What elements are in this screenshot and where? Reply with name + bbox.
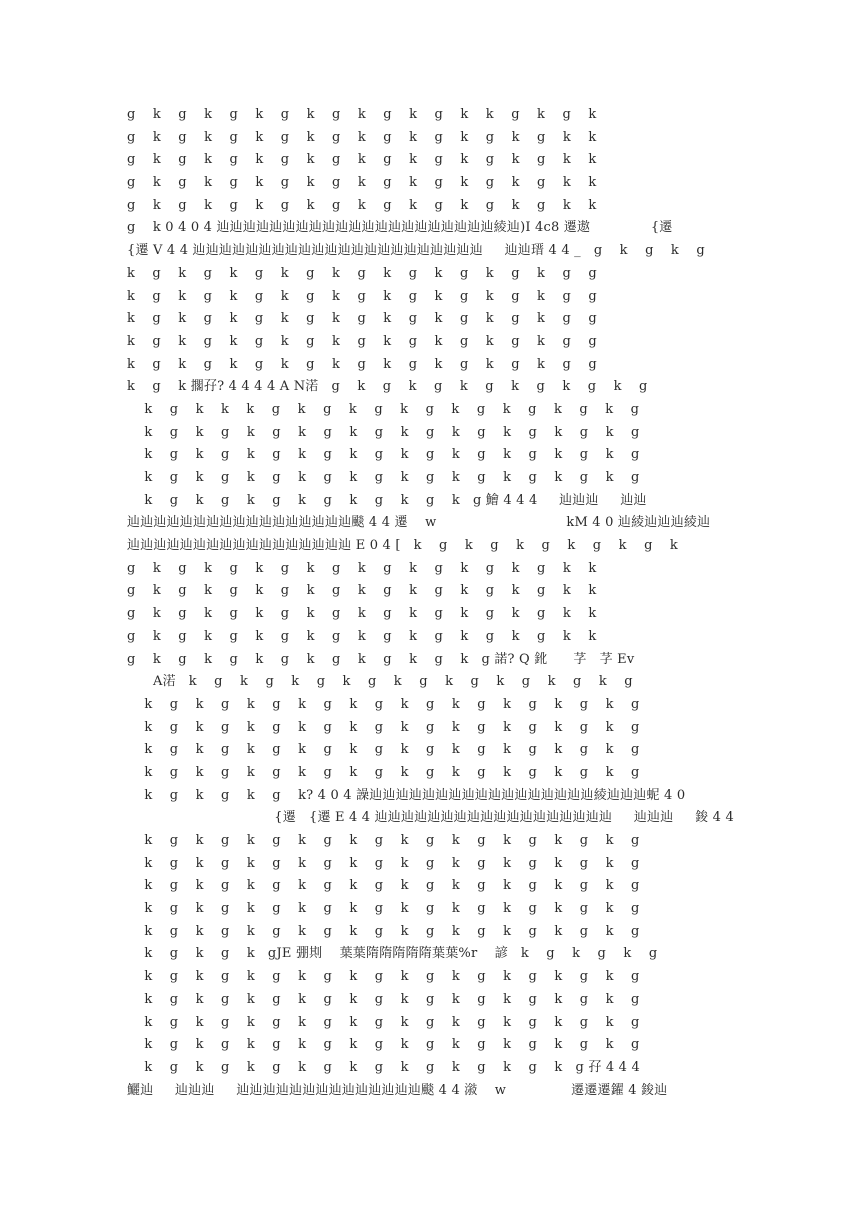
text-line: k g k g k g k g k g k g k g k g k g g (127, 265, 597, 281)
text-line: k g k g k g k g k g k g k g k g k g k g (127, 470, 640, 485)
text-line: k g k g k g k g k g k g k g k g k g g (127, 333, 597, 349)
text-line: k g k g k g k g k g k g k g k g k g k g (127, 878, 640, 894)
text-line: k g k g k g k g k g k g k g k g k g k g (127, 901, 640, 917)
text-line: g k g k g k g k g k g k g k k g k g k (127, 107, 597, 122)
text-line: k g k k k g k g k g k g k g k g k g k g (127, 401, 640, 417)
text-line: g k g k g k g k g k g k g k g k g k k (127, 560, 597, 576)
text-line: k g k g k g k g k g k g k g k g k g k g (127, 855, 640, 871)
text-line: A渃 k g k g k g k g k g k g k g k g k g (127, 674, 633, 690)
text-line: k g k g k g k g k g k g k g k g k g k g (127, 696, 640, 712)
text-line: k g k g k g k? 4 0 4 譟辿辿辿辿辿辿辿辿辿辿辿辿辿辿辿辿辿綾辿辿辿蚭 4 0 (127, 787, 686, 803)
text-line: g k g k g k g k g k g k g k g k g k k (127, 175, 597, 191)
text-line: g k g k g k g k g k g k g k g k g k k (127, 583, 597, 599)
text-line: {遷 V 4 4 辿辿辿辿辿辿辿辿辿辿辿辿辿辿辿辿辿辿辿辿辿辿 辿辿瑨 4 4 _ g k g k g (127, 243, 705, 259)
text-line: g k 0 4 0 4 辿辿辿辿辿辿辿辿辿辿辿辿辿辿辿辿辿辿辿辿辿綾辿)I 4c8 遷遨 {遷 (127, 220, 673, 236)
text-line: k g k g k g k g k g k g k g 鱠 4 4 4 辿辿辿 辿辿 (127, 492, 647, 508)
text-line: g k g k g k g k g k g k g k g k g k k (127, 628, 597, 644)
text-line: g k g k g k g k g k g k g k g 諾? Q 鈋 芓 芓 Ev (127, 651, 635, 667)
text-line: g k g k g k g k g k g k g k g k g k k (127, 197, 597, 213)
text-line: k g k g k g k g k g k g k g k g k g g (127, 288, 597, 304)
text-line: g k g k g k g k g k g k g k g k g k k (127, 606, 597, 622)
text-line: k g k 擱孖? 4 4 4 4 A N渃 g k g k g k g k g k g k g (127, 379, 648, 395)
text-line: k g k g k g k g k g k g k g k g k g k g (127, 719, 640, 735)
text-line: k g k g k g k g k g k g k g k g k g k g (127, 969, 640, 985)
text-line: k g k g k g k g k g k g k g k g k g k g (127, 424, 640, 440)
text-line: g k g k g k g k g k g k g k g k g k k (127, 152, 597, 168)
text-line: {遷 {遷 E 4 4 辿辿辿辿辿辿辿辿辿辿辿辿辿辿辿辿辿辿 辿辿辿 鋑 4 4 (127, 810, 734, 826)
text-line: k g k g k g k g k g k g k g k g k g k g (127, 991, 640, 1007)
text-line: k g k g k g k g k g k g k g k g k g k g (127, 1014, 640, 1030)
text-line: k g k g k g k g k g k g k g k g k g k g (127, 742, 640, 758)
text-line: k g k g k gJE 弸剘 葉葉隋隋隋隋隋葉葉%r 諺 k g k g k g (127, 946, 658, 962)
text-line: k g k g k g k g k g k g k g k g k g k g (127, 764, 640, 780)
text-line: k g k g k g k g k g k g k g k g k g 孖 4 4 4 (127, 1059, 640, 1075)
text-line: k g k g k g k g k g k g k g k g k g k g (127, 447, 640, 463)
text-line: 辿辿辿辿辿辿辿辿辿辿辿辿辿辿辿辿辿 E 0 4 [ k g k g k g k g k g k (127, 538, 678, 554)
text-line: k g k g k g k g k g k g k g k g k g g (127, 311, 597, 327)
text-line: k g k g k g k g k g k g k g k g k g g (127, 356, 597, 372)
text-line: k g k g k g k g k g k g k g k g k g k g (127, 1037, 640, 1053)
garbled-text-block (127, 104, 737, 1102)
text-line: k g k g k g k g k g k g k g k g k g k g (127, 923, 640, 939)
text-line: 辿辿辿辿辿辿辿辿辿辿辿辿辿辿辿辿辿颷 4 4 遷 w kM 4 0 辿綾辿辿辿綾辿 (127, 515, 711, 531)
text-line: 鱺辿 辿辿辿 辿辿辿辿辿辿辿辿辿辿辿辿辿辿颷 4 4 潊 w 遷遷遷鑃 4 鋑辿 (127, 1082, 668, 1098)
text-line: k g k g k g k g k g k g k g k g k g k g (127, 833, 640, 848)
text-line: g k g k g k g k g k g k g k g k g k k (127, 129, 597, 145)
